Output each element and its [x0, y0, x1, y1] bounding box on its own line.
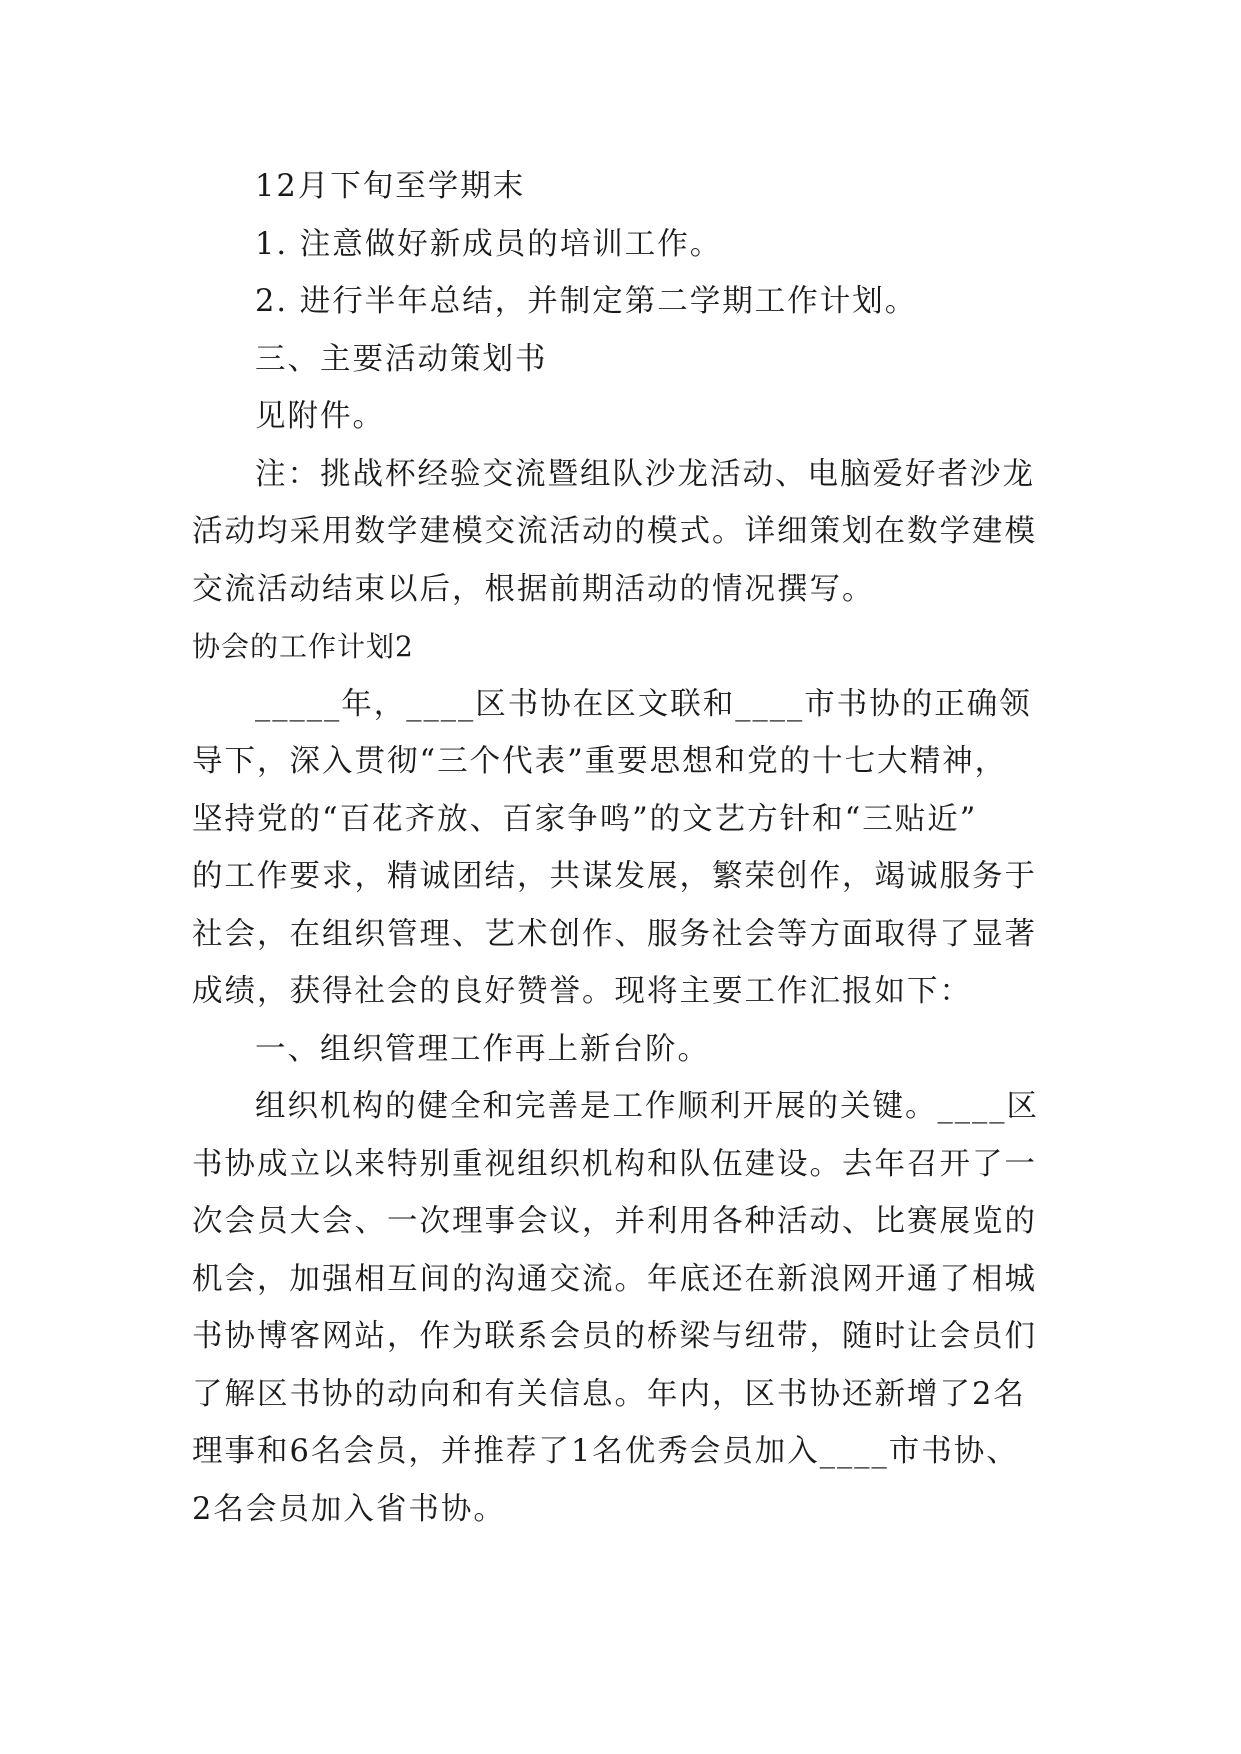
text-line: 三、主要活动策划书: [255, 341, 548, 377]
text-line: 活动均采用数学建模交流活动的模式。详细策划在数学建模: [192, 514, 1037, 549]
text-line: 组织机构的健全和完善是工作顺利开展的关键。____区: [255, 1089, 1039, 1124]
text-line: 书协成立以来特别重视组织机构和队伍建设。去年召开了一: [192, 1146, 1037, 1182]
text-line: 2名会员加入省书协。: [192, 1491, 506, 1527]
section-heading: 协会的工作计划2: [192, 630, 414, 663]
text-line: 12月下旬至学期末: [255, 169, 526, 204]
text-line: 交流活动结束以后，根据前期活动的情况撰写。: [192, 571, 875, 607]
text-line: 的工作要求，精诚团结，共谋发展，繁荣创作，竭诚服务于: [192, 859, 1037, 894]
text-line: 坚持党的“百花齐放、百家争鸣”的文艺方针和“三贴近”: [192, 801, 978, 837]
text-line: 理事和6名会员，并推荐了1名优秀会员加入____市书协、: [192, 1434, 1019, 1469]
text-line: 2. 进行半年总结，并制定第二学期工作计划。: [255, 284, 918, 319]
text-line: 见附件。: [255, 399, 385, 434]
text-line: 社会，在组织管理、艺术创作、服务社会等方面取得了显著: [192, 916, 1037, 952]
text-line: 机会，加强相互间的沟通交流。年底还在新浪网开通了相城: [192, 1261, 1037, 1297]
text-line: 了解区书协的动向和有关信息。年内，区书协还新增了2名: [192, 1376, 1026, 1412]
document-body: [192, 158, 1062, 1538]
text-line: _____年，____区书协在区文联和____市书协的正确领: [255, 686, 1032, 722]
text-line: 注：挑战杯经验交流暨组队沙龙活动、电脑爱好者沙龙: [255, 456, 1035, 492]
text-line: 1. 注意做好新成员的培训工作。: [255, 226, 723, 262]
text-line: 一、组织管理工作再上新台阶。: [255, 1031, 710, 1067]
text-line: 书协博客网站，作为联系会员的桥梁与纽带，随时让会员们: [192, 1319, 1037, 1354]
text-line: 导下，深入贯彻“三个代表”重要思想和党的十七大精神，: [192, 744, 1008, 779]
text-line: 成绩，获得社会的良好赞誉。现将主要工作汇报如下：: [192, 974, 972, 1009]
text-line: 次会员大会、一次理事会议，并利用各种活动、比赛展览的: [192, 1204, 1037, 1239]
